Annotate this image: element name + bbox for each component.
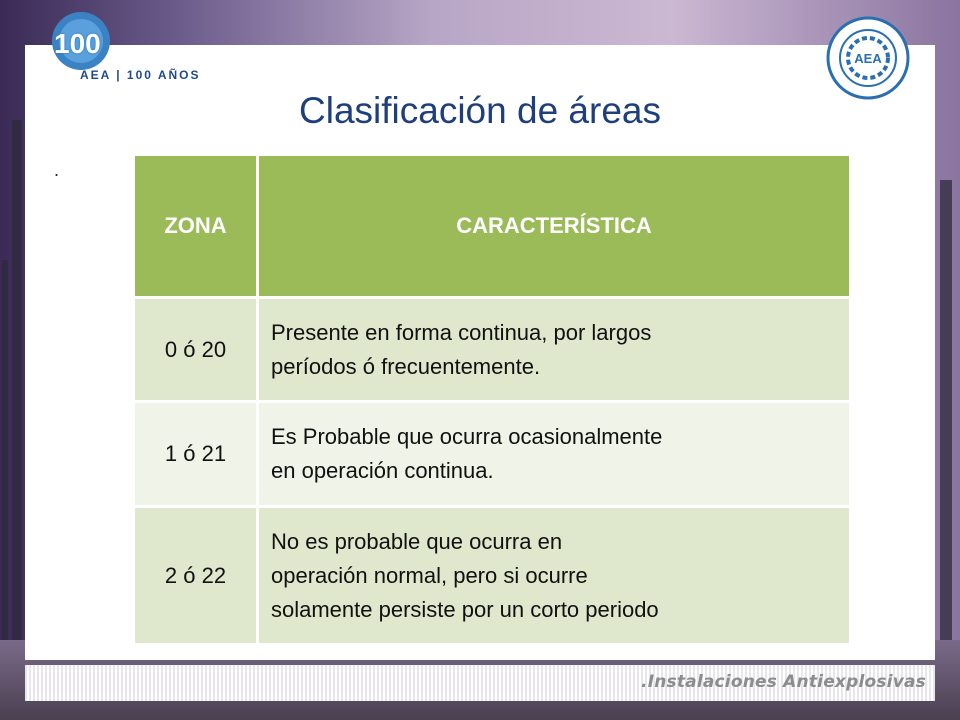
- seal-center-text: AEA: [854, 51, 882, 66]
- logo-subtitle: AEA | 100 AÑOS: [80, 68, 201, 82]
- caracteristica-line: solamente persiste por un corto periodo: [271, 596, 659, 622]
- background-tower: [940, 180, 952, 640]
- zona-cell: 1 ó 21: [135, 402, 258, 507]
- caracteristica-cell: [258, 298, 850, 402]
- caracteristica-line: en operación continua.: [271, 458, 494, 483]
- bullet-marker: .: [54, 160, 60, 180]
- caracteristica-line: Es Probable que ocurra ocasionalmente: [271, 424, 663, 449]
- caracteristica-line: operación normal, pero si ocurre: [271, 562, 588, 588]
- aea-seal-logo: [826, 16, 910, 100]
- background-tower: [12, 120, 22, 640]
- caracteristica-line: Presente en forma continua, por largos: [271, 319, 652, 345]
- caracteristica-cell: [258, 402, 850, 507]
- table-row: [135, 298, 849, 402]
- footer-title: .Instalaciones Antiexplosivas: [641, 672, 926, 692]
- zone-table: [135, 156, 849, 646]
- page-title: Clasificación de áreas: [299, 90, 661, 131]
- zona-cell: 0 ó 20: [135, 298, 258, 402]
- header-caracteristica: CARACTERÍSTICA: [258, 156, 850, 298]
- header-zona: ZONA: [135, 156, 258, 298]
- table-header-row: [135, 156, 849, 298]
- logo-number: 100: [54, 28, 101, 59]
- caracteristica-line: períodos ó frecuentemente.: [271, 353, 541, 379]
- caracteristica-cell: [258, 507, 850, 645]
- zona-cell: 2 ó 22: [135, 507, 258, 645]
- table-row: [135, 402, 849, 507]
- background-tower: [2, 260, 8, 640]
- caracteristica-line: No es probable que ocurra en: [271, 528, 563, 554]
- table-row: [135, 507, 849, 645]
